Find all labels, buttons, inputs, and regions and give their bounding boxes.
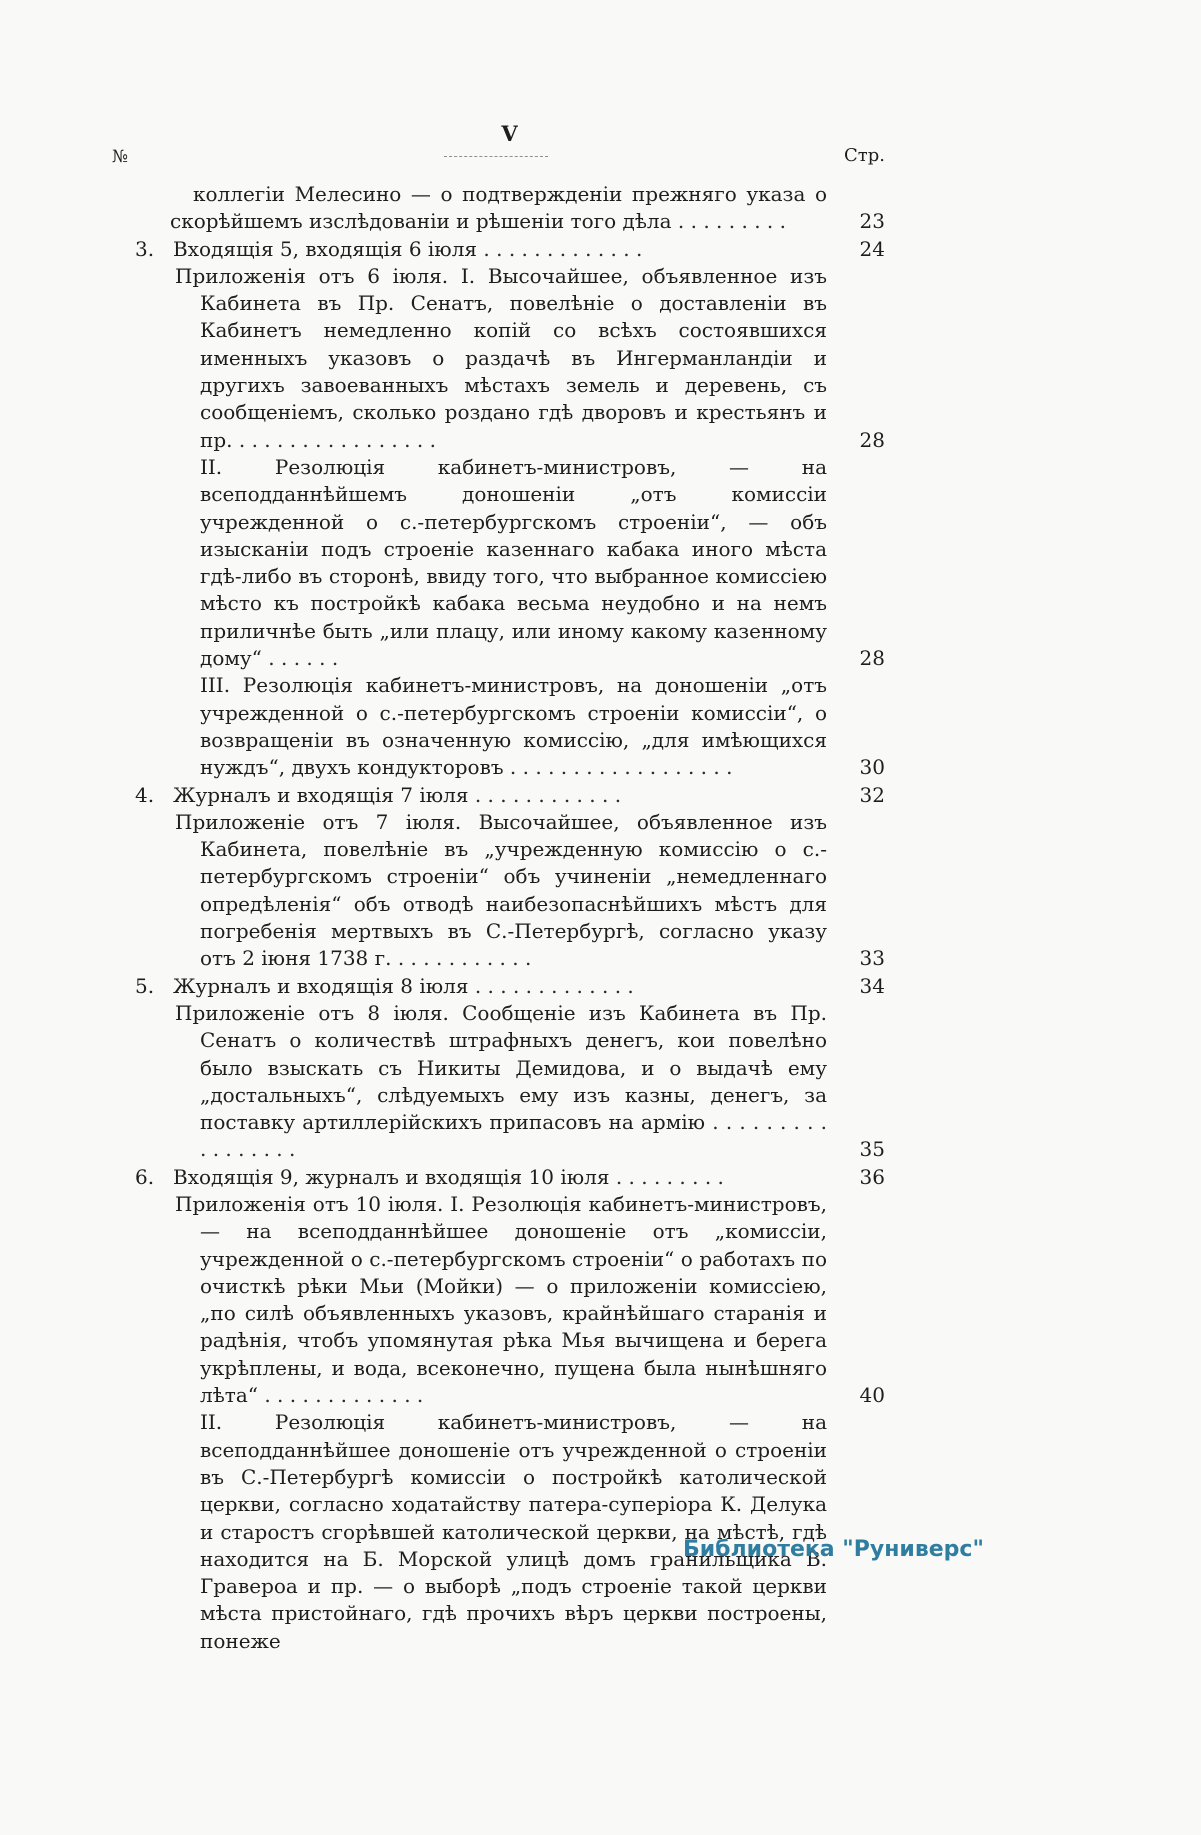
entry-page-number: 28 xyxy=(859,646,885,671)
toc-entry xyxy=(135,181,885,236)
entry-text xyxy=(200,672,827,781)
entry-page-number: 23 xyxy=(859,209,885,234)
entry-page-number: 30 xyxy=(859,755,885,780)
entry-number: 3. xyxy=(135,236,155,261)
entry-page-number: 34 xyxy=(859,973,885,998)
entry-text-content: Приложенія отъ 10 іюля. I. Резолюція кабинетъ-министровъ, — на всеподданнѣйшее доношеніе отъ „комиссіи, учрежденной о с.-петербургскомъ строеніи“ о работахъ по очисткѣ рѣки Мьи (Мойки) — о приложеніи комиссіею, „по силѣ объявленныхъ указовъ, крайнѣйшаго старанія и радѣнія, чтобъ упомянутая рѣка Мья вычищена и берега укрѣплены, и вода, всеконечно, пущена была нынѣшняго лѣта“ xyxy=(175,1191,827,1408)
entry-text-content: Приложеніе отъ 8 іюля. Сообщеніе изъ Кабинета въ Пр. Сенатъ о количествѣ штрафныхъ денегъ, кои повелѣно было взыскать съ Никиты Демидова, и о выдачѣ ему „достальныхъ“, слѣдуемыхъ ему изъ казны, денегъ, за поставку артиллерійскихъ припасовъ на армію xyxy=(175,1000,827,1135)
toc-entry xyxy=(135,672,885,781)
entry-page-number: 32 xyxy=(859,782,885,807)
number-column-header: № xyxy=(112,147,129,167)
toc-entry xyxy=(135,1409,885,1655)
entry-text-content: III. Резолюція кабинетъ-министровъ, на доношеніи „отъ учрежденной о с.-петербургскомъ строеніи комиссіи“, о возвращеніи въ означенную комиссію, „для имѣющихся нуждъ“, двухъ кондукторовъ xyxy=(200,673,827,780)
toc-entry xyxy=(135,1000,885,1164)
entry-number: 4. xyxy=(135,782,155,807)
entry-text xyxy=(173,973,827,1000)
entry-text xyxy=(175,1000,827,1164)
entry-text xyxy=(200,454,827,672)
toc-entry xyxy=(135,973,885,1000)
dot-leader: . . . . . . . . . . . . . . . . . xyxy=(200,1110,827,1162)
entry-page-number: 33 xyxy=(859,946,885,971)
entry-text xyxy=(173,236,827,263)
entry-text-content: Входящія 9, журналъ и входящія 10 іюля xyxy=(173,1164,610,1189)
entry-text-content: Приложеніе отъ 7 іюля. Высочайшее, объявленное изъ Кабинета, повелѣніе въ „учрежденную комиссію о с.-петербургскомъ строеніи“ объ учиненіи „немедленнаго опредѣленія“ объ отводѣ наибезопаснѣйшихъ мѣстъ для погребенія мертвыхъ въ С.-Петербургѣ, согласно указу отъ 2 іюня 1738 г. xyxy=(175,809,827,971)
entry-text-content: Журналъ и входящія 8 іюля xyxy=(173,973,469,998)
entry-text-content: коллегіи Мелесино — о подтвержденіи прежняго указа о скорѣйшемъ изслѣдованіи и рѣшеніи того дѣла xyxy=(170,182,827,234)
table-of-contents xyxy=(135,181,885,1655)
toc-entry xyxy=(135,263,885,454)
entry-page-number: 35 xyxy=(859,1137,885,1162)
entry-number: 5. xyxy=(135,973,155,998)
toc-entry xyxy=(135,236,885,263)
dot-leader: . . . . . . . . . xyxy=(609,1164,724,1189)
entry-text-content: Входящія 5, входящія 6 іюля xyxy=(173,236,478,261)
entry-page-number: 28 xyxy=(859,427,885,452)
toc-entry xyxy=(135,809,885,973)
entry-text-content: Журналъ и входящія 7 іюля xyxy=(173,782,469,807)
dot-leader: . . . . . . . . . . . . . xyxy=(257,1383,424,1408)
header-rule xyxy=(444,156,548,157)
dot-leader: . . . . . . . . . . . xyxy=(391,946,532,971)
entry-text-content: II. Резолюція кабинетъ-министровъ, — на всеподданнѣйшее доношеніе отъ учрежденной о строеніи въ С.-Петербургѣ комиссіи о постройкѣ католической церкви, согласно ходатайству патера-суперіора К. Делука и старостъ сгорѣвшей католической церкви, на мѣстѣ, гдѣ находится на Б. Морской улицѣ домъ гранильщика В. Гравероа и пр. — о выборѣ „подъ строеніе такой церкви мѣста пристойнаго, гдѣ прочихъ вѣръ церкви построены, понеже xyxy=(200,1410,827,1653)
entry-text-content: Приложенія отъ 6 іюля. I. Высочайшее, объявленное изъ Кабинета въ Пр. Сенатъ, повелѣніе о доставленіи въ Кабинетъ немедленно копій со всѣхъ состоявшихся именныхъ указовъ о раздачѣ въ Ингерманландіи и другихъ завоеванныхъ мѣстахъ земель и деревень, съ сообщеніемъ, сколько роздано гдѣ дворовъ и крестьянъ и пр. xyxy=(175,263,827,452)
dot-leader: . . . . . . . . . . . . . xyxy=(468,973,634,998)
toc-entry xyxy=(135,1191,885,1409)
entry-page-number: 40 xyxy=(859,1383,885,1408)
entry-text xyxy=(175,809,827,973)
dot-leader: . . . . . . . . . . . . . . . . xyxy=(232,427,436,452)
dot-leader: . . . . . . xyxy=(261,646,339,671)
entry-page-number: 24 xyxy=(859,236,885,261)
entry-text xyxy=(175,1191,827,1409)
page-roman-numeral: V xyxy=(501,121,519,146)
toc-entry xyxy=(135,1164,885,1191)
entry-text-content: II. Резолюція кабинетъ-министровъ, — на всеподданнѣйшемъ доношеніи „отъ комиссіи учрежденной о с.-петербургскомъ строеніи“, — объ изысканіи подъ строеніе казеннаго кабака иного мѣста гдѣ-либо въ сторонѣ, ввиду того, что выбранное комиссіею мѣсто къ постройкѣ кабака весьма неудобно и на немъ приличнѣе быть „или плацу, или иному какому казенному дому“ xyxy=(200,454,827,671)
dot-leader: . . . . . . . . . . . . xyxy=(468,782,622,807)
dot-leader: . . . . . . . . . xyxy=(671,209,786,234)
library-watermark: Библиотека "Руниверс" xyxy=(683,1537,984,1562)
entry-text xyxy=(200,1409,827,1655)
entry-text xyxy=(173,1164,827,1191)
toc-entry xyxy=(135,454,885,672)
toc-entry xyxy=(135,782,885,809)
entry-page-number: 36 xyxy=(859,1164,885,1189)
entry-text xyxy=(173,782,827,809)
entry-number: 6. xyxy=(135,1164,155,1189)
dot-leader: . . . . . . . . . . . . . xyxy=(477,236,643,261)
entry-text xyxy=(175,263,827,454)
page-column-header: Стр. xyxy=(844,145,885,166)
entry-text xyxy=(170,181,827,236)
dot-leader: . . . . . . . . . . . . . . . . . . xyxy=(503,755,733,780)
